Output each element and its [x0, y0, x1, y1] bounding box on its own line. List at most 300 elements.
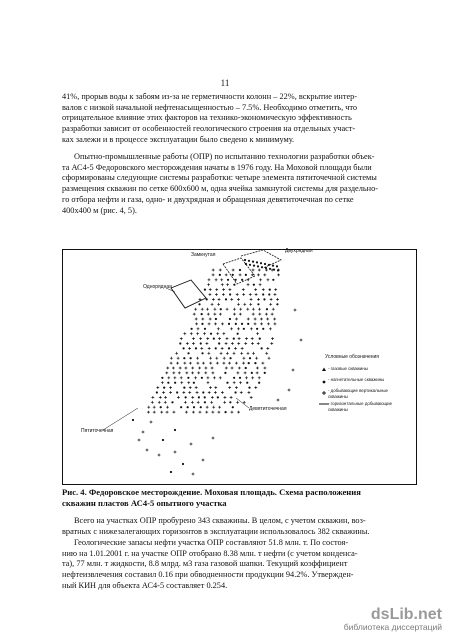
production-well-marker — [189, 386, 192, 389]
injection-well-symbol — [323, 381, 326, 384]
production-well-marker — [178, 372, 181, 375]
production-well-marker — [258, 376, 261, 379]
production-well-symbol — [322, 391, 326, 395]
injection-well-marker — [245, 367, 247, 369]
injection-well-marker — [202, 391, 204, 393]
production-well-marker — [262, 288, 265, 291]
injection-well-marker — [213, 338, 215, 340]
production-well-marker — [138, 439, 141, 442]
text-line: Геологические запасы нефти участка ОПР составляют 51.8 млн. т. По состоя- — [74, 538, 349, 547]
production-well-marker — [222, 332, 225, 335]
production-well-marker — [241, 347, 244, 350]
production-well-marker — [173, 411, 176, 414]
production-well-marker — [225, 367, 228, 370]
production-well-marker — [240, 391, 243, 394]
production-well-marker — [256, 367, 259, 370]
production-well-marker — [204, 367, 207, 370]
injection-well-marker — [228, 323, 230, 325]
text-line: Опытно-промышленные работы (ОПР) по испытанию технологии разработки объек- — [74, 152, 375, 161]
production-well-marker — [183, 332, 186, 335]
production-well-marker — [159, 396, 162, 399]
production-well-marker — [160, 411, 163, 414]
production-well-marker — [256, 372, 259, 375]
injection-well-marker — [228, 347, 230, 349]
production-well-marker — [205, 342, 208, 345]
production-well-marker — [211, 367, 214, 370]
production-well-marker — [206, 308, 209, 311]
legend-horizontal-production-wells: - горизонтальные добывающие скважины — [328, 401, 393, 412]
injection-well-marker — [241, 323, 243, 325]
production-well-marker — [228, 362, 231, 365]
production-well-marker — [191, 372, 194, 375]
production-well-marker — [214, 323, 217, 326]
production-well-marker — [225, 274, 228, 277]
injection-well-marker — [162, 439, 164, 441]
paragraph-1 — [62, 92, 417, 146]
production-well-marker — [255, 357, 258, 360]
production-well-marker — [218, 406, 221, 409]
production-well-marker — [150, 421, 153, 424]
injection-well-marker — [218, 342, 220, 344]
production-well-marker — [191, 367, 194, 370]
production-well-marker — [221, 283, 224, 286]
production-well-marker — [230, 298, 233, 301]
label-pyatitochechnaya: Пятиточечная — [81, 428, 114, 434]
production-well-marker — [202, 459, 205, 462]
injection-well-marker — [261, 347, 263, 349]
production-well-marker — [221, 391, 224, 394]
injection-well-marker — [233, 377, 235, 379]
production-well-marker — [244, 372, 247, 375]
injection-well-marker — [206, 298, 208, 300]
production-well-marker — [239, 274, 242, 277]
text-line: сформированы следующие системы разработки: четыре элемента пятиточечной системы — [62, 173, 377, 183]
legend-injection-wells: - нагнетательные скважины — [328, 377, 385, 382]
injection-well-marker — [219, 274, 221, 276]
injection-well-marker — [201, 352, 203, 354]
production-well-marker — [199, 411, 202, 414]
production-well-marker — [215, 278, 218, 281]
production-well-marker — [231, 367, 234, 370]
label-zamknutaya: Замкнутая — [191, 252, 216, 258]
injection-well-marker — [245, 274, 247, 276]
injection-well-marker — [182, 347, 184, 349]
production-well-marker — [212, 269, 215, 272]
production-well-marker — [226, 337, 229, 340]
production-well-marker — [222, 293, 225, 296]
production-well-marker — [221, 323, 224, 326]
text-line: та АС4-5 Федоровского месторождения начаты в 1976 году. На Моховой площади были — [62, 162, 372, 172]
injection-well-marker — [229, 293, 231, 295]
production-well-marker — [209, 318, 212, 321]
injection-well-marker — [256, 328, 258, 330]
production-well-marker — [169, 391, 172, 394]
production-well-marker — [242, 362, 245, 365]
label-dvuhryadnaya: Двухрядная — [285, 248, 313, 254]
production-well-marker — [267, 278, 270, 281]
production-well-marker — [270, 342, 273, 345]
production-well-marker — [272, 308, 275, 311]
production-well-marker — [244, 342, 247, 345]
production-well-marker — [153, 406, 156, 409]
production-well-marker — [195, 323, 198, 326]
production-well-marker — [243, 303, 246, 306]
production-well-marker — [236, 401, 239, 404]
production-well-marker — [271, 313, 274, 316]
production-well-marker — [164, 396, 167, 399]
production-well-marker — [276, 298, 279, 301]
production-well-marker — [146, 449, 149, 452]
production-well-marker — [223, 357, 226, 360]
injection-well-marker — [193, 382, 195, 384]
production-well-marker — [204, 372, 207, 375]
injection-well-marker — [198, 303, 200, 305]
injection-well-marker — [247, 323, 249, 325]
production-well-marker — [192, 337, 195, 340]
watermark — [344, 606, 442, 632]
production-well-marker — [147, 411, 150, 414]
gas-well-symbol — [322, 368, 326, 372]
production-well-marker — [252, 269, 255, 272]
production-well-marker — [212, 298, 215, 301]
injection-well-marker — [215, 347, 217, 349]
injection-well-marker — [174, 429, 176, 431]
text-line: ках залежи и в процессе эксплуатации было сведено к минимуму. — [62, 134, 295, 144]
production-well-marker — [147, 406, 150, 409]
production-well-marker — [209, 288, 212, 291]
injection-well-marker — [246, 382, 248, 384]
production-well-marker — [236, 293, 239, 296]
text-line: валов с низкой начальной нефтенасыщенностью – 7.5%. Необходимо отметить, что — [62, 102, 358, 112]
production-well-marker — [237, 298, 240, 301]
production-well-marker — [250, 396, 253, 399]
legend-title: Условные обозначения — [325, 354, 380, 360]
production-well-marker — [174, 451, 177, 454]
injection-well-marker — [187, 352, 189, 354]
production-well-marker — [256, 332, 259, 335]
production-well-marker — [197, 401, 200, 404]
production-well-marker — [237, 303, 240, 306]
production-well-marker — [268, 357, 271, 360]
production-well-marker — [254, 318, 257, 321]
production-well-marker — [258, 313, 261, 316]
production-well-marker — [237, 327, 240, 330]
well-layout-figure — [62, 249, 417, 485]
production-well-marker — [218, 337, 221, 340]
production-well-marker — [213, 313, 216, 316]
production-well-marker — [239, 313, 242, 316]
injection-well-marker — [174, 382, 176, 384]
production-well-marker — [207, 376, 210, 379]
production-well-marker — [209, 293, 212, 296]
production-well-marker — [192, 473, 195, 476]
production-well-marker — [240, 352, 243, 355]
production-well-marker — [187, 381, 190, 384]
injection-well-marker — [161, 377, 163, 379]
production-well-marker — [260, 323, 263, 326]
production-well-marker — [223, 396, 226, 399]
production-well-marker — [211, 411, 214, 414]
injection-well-marker — [233, 338, 235, 340]
production-well-marker — [226, 308, 229, 311]
production-well-marker — [183, 362, 186, 365]
injection-well-marker — [204, 289, 206, 291]
production-well-marker — [208, 347, 211, 350]
production-well-marker — [142, 431, 145, 434]
injection-well-marker — [229, 357, 231, 359]
production-well-marker — [225, 342, 228, 345]
production-well-marker — [219, 376, 222, 379]
production-well-marker — [166, 367, 169, 370]
injection-well-marker — [224, 411, 226, 413]
production-well-marker — [214, 386, 217, 389]
production-well-marker — [151, 396, 154, 399]
production-well-marker — [231, 411, 234, 414]
production-well-marker — [294, 309, 297, 312]
production-well-marker — [197, 327, 200, 330]
production-well-marker — [263, 274, 266, 277]
production-well-marker — [212, 406, 215, 409]
injection-well-marker — [176, 391, 178, 393]
text-line: отрицательное влияние этих факторов на технико-экономическую эффективность — [62, 113, 352, 123]
caption-line: Рис. 4. Федоровское месторождение. Моховая площадь. Схема расположения — [62, 487, 361, 497]
production-well-marker — [250, 327, 253, 330]
legend-gas-wells: - газовые скважины — [328, 366, 368, 371]
label-devyatitochechnaya: Девятиточечная — [249, 406, 287, 412]
injection-well-marker — [264, 263, 266, 265]
injection-well-marker — [204, 396, 206, 398]
production-well-marker — [234, 347, 237, 350]
production-well-marker — [209, 386, 212, 389]
text-line: Всего на участках ОПР пробурено 343 скважины. В целом, с учетом скважин, воз- — [74, 516, 366, 525]
production-well-marker — [239, 308, 242, 311]
production-well-marker — [274, 323, 277, 326]
production-well-marker — [230, 396, 233, 399]
production-well-marker — [202, 362, 205, 365]
production-well-marker — [194, 376, 197, 379]
injection-well-marker — [232, 274, 234, 276]
text-line: вратных с нижезалегающих горизонтов в эксплуатации использовалось 382 скважины. — [62, 526, 370, 536]
production-well-marker — [223, 401, 226, 404]
production-well-marker — [205, 411, 208, 414]
production-well-marker — [203, 332, 206, 335]
injection-well-marker — [224, 372, 226, 374]
production-well-marker — [186, 342, 189, 345]
production-well-marker — [274, 288, 277, 291]
production-well-marker — [169, 386, 172, 389]
production-well-marker — [213, 376, 216, 379]
production-well-marker — [162, 391, 165, 394]
production-well-marker — [185, 372, 188, 375]
production-well-marker — [255, 293, 258, 296]
injection-well-marker — [264, 372, 266, 374]
injection-well-marker — [257, 303, 259, 305]
text-line: го отбора нефти и газа, одно- и двухрядная и обращенная девятиточечная по сетке — [62, 194, 354, 204]
injection-well-marker — [276, 303, 278, 305]
production-well-marker — [207, 313, 210, 316]
watermark-logo: dsLib.net — [370, 606, 442, 623]
figure-caption — [62, 487, 417, 509]
production-well-marker — [251, 337, 254, 340]
injection-well-marker — [163, 387, 165, 389]
injection-well-marker — [193, 406, 195, 408]
production-well-marker — [175, 352, 178, 355]
production-well-marker — [265, 313, 268, 316]
production-well-marker — [235, 318, 238, 321]
text-line: разработки зависит от особенностей геологического строения на отдельных участ- — [62, 124, 356, 134]
production-well-marker — [218, 411, 221, 414]
injection-well-marker — [239, 269, 241, 271]
injection-well-marker — [204, 401, 206, 403]
injection-well-marker — [243, 328, 245, 330]
production-well-marker — [257, 274, 260, 277]
production-well-marker — [210, 401, 213, 404]
production-well-marker — [277, 274, 280, 277]
production-well-marker — [191, 401, 194, 404]
production-well-marker — [184, 401, 187, 404]
injection-well-marker — [226, 382, 228, 384]
production-well-marker — [196, 357, 199, 360]
production-well-marker — [193, 313, 196, 316]
injection-well-marker — [232, 406, 234, 408]
one-row-outline — [171, 280, 206, 308]
injection-well-marker — [183, 387, 185, 389]
production-well-marker — [173, 376, 176, 379]
injection-well-marker — [200, 342, 202, 344]
production-well-marker — [248, 391, 251, 394]
production-well-marker — [257, 298, 260, 301]
injection-well-marker — [249, 264, 251, 266]
production-well-marker — [252, 352, 255, 355]
production-well-marker — [245, 376, 248, 379]
production-well-marker — [277, 399, 280, 402]
production-well-marker — [233, 381, 236, 384]
production-well-marker — [216, 362, 219, 365]
injection-well-marker — [234, 391, 236, 393]
injection-well-marker — [248, 362, 250, 364]
injection-well-marker — [132, 419, 134, 421]
production-well-marker — [223, 362, 226, 365]
production-well-marker — [197, 372, 200, 375]
production-well-marker — [260, 318, 263, 321]
production-well-marker — [199, 337, 202, 340]
injection-well-marker — [182, 463, 184, 465]
injection-well-marker — [198, 396, 200, 398]
production-well-marker — [269, 303, 272, 306]
production-well-marker — [251, 342, 254, 345]
production-well-marker — [266, 347, 269, 350]
production-well-marker — [247, 318, 250, 321]
production-well-marker — [196, 332, 199, 335]
injection-well-marker — [190, 357, 192, 359]
production-well-marker — [226, 283, 229, 286]
injection-well-marker — [266, 308, 268, 310]
production-well-marker — [245, 337, 248, 340]
production-well-marker — [222, 288, 225, 291]
injection-well-marker — [225, 298, 227, 300]
injection-well-marker — [170, 471, 172, 473]
production-well-marker — [161, 381, 164, 384]
production-well-marker — [242, 293, 245, 296]
production-well-marker — [209, 362, 212, 365]
production-well-marker — [158, 401, 161, 404]
production-well-marker — [206, 337, 209, 340]
production-well-marker — [209, 357, 212, 360]
production-well-marker — [195, 386, 198, 389]
production-well-marker — [269, 327, 272, 330]
text-line: 41%, прорыв воды к забоям из-за не герметичности колонн – 22%, вскрытие интер- — [62, 92, 358, 101]
production-well-marker — [247, 352, 250, 355]
production-well-marker — [258, 308, 261, 311]
text-line: ный КИН для объекта АС4-5 составляет 0.254. — [62, 580, 228, 590]
production-well-marker — [164, 401, 167, 404]
production-well-marker — [207, 283, 210, 286]
injection-well-marker — [269, 289, 271, 291]
paragraph-4 — [62, 538, 417, 592]
injection-well-marker — [215, 318, 217, 320]
production-well-marker — [220, 352, 223, 355]
production-well-marker — [292, 369, 295, 372]
production-well-marker — [233, 308, 236, 311]
injection-well-marker — [248, 387, 250, 389]
injection-well-marker — [195, 347, 197, 349]
production-well-marker — [166, 406, 169, 409]
injection-well-marker — [229, 401, 231, 403]
production-well-marker — [228, 386, 231, 389]
production-well-marker — [219, 269, 222, 272]
injection-well-marker — [261, 266, 263, 268]
injection-well-marker — [235, 323, 237, 325]
injection-well-marker — [244, 259, 246, 261]
injection-well-marker — [187, 406, 189, 408]
production-well-marker — [211, 396, 214, 399]
production-well-marker — [207, 381, 210, 384]
production-well-marker — [264, 367, 267, 370]
production-well-marker — [259, 283, 262, 286]
production-well-marker — [177, 396, 180, 399]
injection-well-marker — [200, 406, 202, 408]
production-well-marker — [217, 327, 220, 330]
production-well-marker — [232, 269, 235, 272]
label-odnoryadnaya: Однорядная — [143, 284, 172, 290]
injection-well-marker — [276, 265, 278, 267]
injection-well-marker — [253, 265, 255, 267]
injection-well-marker — [262, 293, 264, 295]
production-well-marker — [259, 278, 262, 281]
production-well-marker — [192, 342, 195, 345]
production-well-marker — [185, 367, 188, 370]
injection-well-marker — [263, 298, 265, 300]
text-line: нию на 1.01.2001 г. на участке ОПР отобрано 8.38 млн. т нефти (с учетом конденса- — [62, 548, 358, 558]
production-well-marker — [170, 357, 173, 360]
production-well-marker — [288, 389, 291, 392]
injection-well-marker — [256, 261, 258, 263]
production-well-marker — [177, 357, 180, 360]
production-well-marker — [246, 308, 249, 311]
injection-well-marker — [252, 261, 254, 263]
production-well-marker — [239, 381, 242, 384]
production-well-marker — [212, 372, 215, 375]
injection-well-marker — [201, 323, 203, 325]
production-well-marker — [172, 367, 175, 370]
injection-well-marker — [191, 328, 193, 330]
injection-well-marker — [273, 269, 275, 271]
production-well-marker — [151, 401, 154, 404]
production-well-marker — [188, 347, 191, 350]
production-well-marker — [185, 411, 188, 414]
production-well-marker — [247, 283, 250, 286]
production-well-marker — [214, 391, 217, 394]
